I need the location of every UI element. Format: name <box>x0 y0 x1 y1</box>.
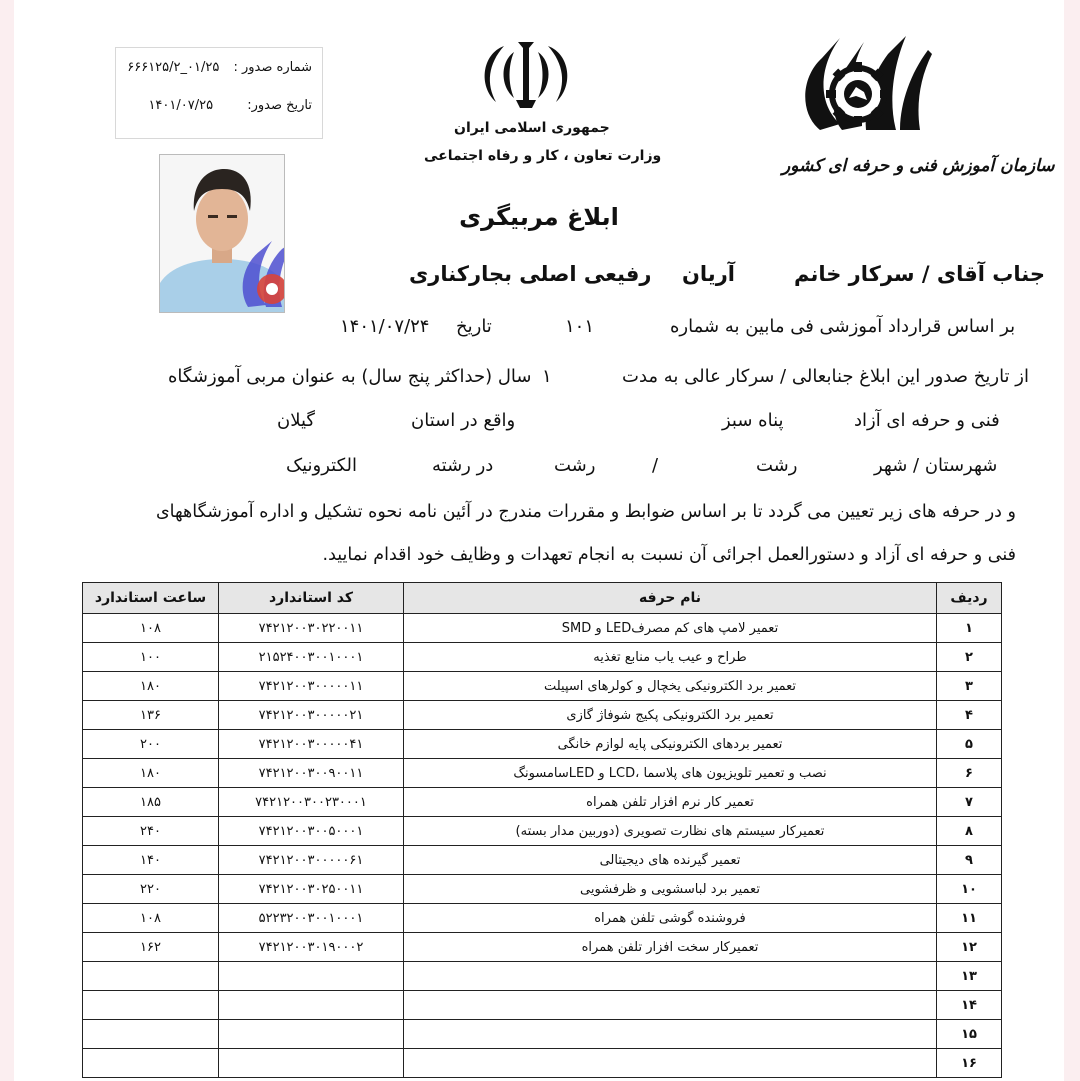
table-row <box>83 933 1002 962</box>
header-index: ردیف <box>937 583 1002 614</box>
city: رشت <box>554 455 596 476</box>
issue-number-label: شماره صدور : <box>233 60 312 75</box>
table-row <box>83 904 1002 933</box>
cell-name: طراح و عیب یاب منابع تغذیه <box>404 643 937 672</box>
cell-index: ۴ <box>937 701 1002 730</box>
field: الکترونیک <box>286 455 358 476</box>
school-name: پناه سبز <box>722 410 784 431</box>
header-code: کد استاندارد <box>219 583 404 614</box>
cell-name: تعمیر گیرنده های دیجیتالی <box>404 846 937 875</box>
cell-name: نصب و تعمیر تلویزیون های پلاسما ،LCD و LEDسامسونگ <box>404 759 937 788</box>
cell-index: ۹ <box>937 846 1002 875</box>
cell-code: ۷۴۲۱۲۰۰۳۰۲۵۰۰۱۱ <box>219 875 404 904</box>
last-name: رفیعی اصلی بجارکناری <box>409 262 652 286</box>
organization-name: سازمان آموزش فنی و حرفه ای کشور <box>782 156 1055 176</box>
cell-code <box>219 962 404 991</box>
document-title: ابلاغ مربیگری <box>459 203 619 231</box>
contract-date-label: تاریخ <box>456 316 492 337</box>
cell-index: ۱۳ <box>937 962 1002 991</box>
cell-code <box>219 1020 404 1049</box>
cell-hours: ۲۲۰ <box>83 875 219 904</box>
cell-hours: ۱۰۰ <box>83 643 219 672</box>
cell-hours <box>83 1020 219 1049</box>
table-header-row <box>83 583 1002 614</box>
trainer-photo <box>159 154 285 313</box>
table-row <box>83 759 1002 788</box>
cell-name <box>404 991 937 1020</box>
header-name: نام حرفه <box>404 583 937 614</box>
location-slash: / <box>652 455 659 476</box>
salutation: جناب آقای / سرکار خانم <box>794 262 1045 286</box>
table-row <box>83 875 1002 904</box>
cell-index: ۸ <box>937 817 1002 846</box>
cell-hours: ۱۰۸ <box>83 614 219 643</box>
cell-code: ۲۱۵۲۴۰۰۳۰۰۱۰۰۰۱ <box>219 643 404 672</box>
cell-code: ۷۴۲۱۲۰۰۳۰۰۰۰۰۲۱ <box>219 701 404 730</box>
county: رشت <box>756 455 798 476</box>
table-row <box>83 1020 1002 1049</box>
cell-hours: ۱۳۶ <box>83 701 219 730</box>
cell-hours <box>83 1049 219 1078</box>
contract-date: ۱۴۰۱/۰۷/۲۴ <box>340 316 430 337</box>
cell-hours: ۲۴۰ <box>83 817 219 846</box>
location-label: شهرستان / شهر <box>874 455 998 476</box>
cell-index: ۱۵ <box>937 1020 1002 1049</box>
term-prefix: از تاریخ صدور این ابلاغ جنابعالی / سرکار عالی به مدت <box>622 366 1029 387</box>
contract-number: ۱۰۱ <box>565 316 595 337</box>
cell-index: ۱ <box>937 614 1002 643</box>
cell-index: ۱۰ <box>937 875 1002 904</box>
cell-name: تعمیر برد الکترونیکی یخچال و کولرهای اسپیلت <box>404 672 937 701</box>
table-row <box>83 614 1002 643</box>
body-line-1: و در حرفه های زیر تعیین می گردد تا بر اساس ضوابط و مقررات مندرج در آئین نامه نحوه تشکیل و اداره آموزشگاههای <box>155 502 1016 522</box>
cell-name: تعمیر برد الکترونیکی پکیج شوفاژ گازی <box>404 701 937 730</box>
table-row <box>83 730 1002 759</box>
iran-emblem-icon <box>474 38 578 110</box>
table-row <box>83 846 1002 875</box>
cell-code <box>219 991 404 1020</box>
cell-code: ۷۴۲۱۲۰۰۳۰۱۹۰۰۰۲ <box>219 933 404 962</box>
table-row <box>83 817 1002 846</box>
first-name: آریان <box>682 262 735 286</box>
body-line-2: فنی و حرفه ای آزاد و دستورالعمل اجرائی آن نسبت به انجام تعهدات و وظایف خود اقدام نمایید. <box>322 545 1016 565</box>
cell-name: تعمیر برد لباسشویی و ظرفشویی <box>404 875 937 904</box>
header-hours: ساعت استاندارد <box>83 583 219 614</box>
province: گیلان <box>277 410 315 431</box>
cell-name <box>404 1020 937 1049</box>
contract-prefix: بر اساس قرارداد آموزشی فی مابین به شماره <box>670 316 1016 337</box>
cell-name: تعمیرکار سخت افزار تلفن همراه <box>404 933 937 962</box>
cell-index: ۷ <box>937 788 1002 817</box>
issue-date-label: تاریخ صدور: <box>247 98 312 113</box>
cell-index: ۱۱ <box>937 904 1002 933</box>
cell-index: ۶ <box>937 759 1002 788</box>
table-row <box>83 1049 1002 1078</box>
cell-code: ۷۴۲۱۲۰۰۳۰۰۰۰۰۱۱ <box>219 672 404 701</box>
cell-hours <box>83 962 219 991</box>
cell-name <box>404 962 937 991</box>
cell-code: ۷۴۲۱۲۰۰۳۰۰۰۰۰۶۱ <box>219 846 404 875</box>
table-row <box>83 788 1002 817</box>
issue-number-value: ۰۱/۲۵_۶۶۶۱۲۵/۲ <box>127 60 220 75</box>
cell-hours: ۱۸۰ <box>83 672 219 701</box>
cell-index: ۱۲ <box>937 933 1002 962</box>
cell-index: ۱۴ <box>937 991 1002 1020</box>
cell-hours <box>83 991 219 1020</box>
table-row <box>83 672 1002 701</box>
cell-index: ۳ <box>937 672 1002 701</box>
cell-index: ۲ <box>937 643 1002 672</box>
province-label: واقع در استان <box>411 410 516 431</box>
issue-info-box <box>115 47 323 139</box>
term-years: ۱ <box>542 366 552 387</box>
table-row <box>83 991 1002 1020</box>
cell-hours: ۱۸۵ <box>83 788 219 817</box>
trades-table <box>82 582 1002 1078</box>
cell-hours: ۱۸۰ <box>83 759 219 788</box>
cell-name <box>404 1049 937 1078</box>
cell-hours: ۱۴۰ <box>83 846 219 875</box>
cell-name: تعمیر لامپ های کم مصرفLED و SMD <box>404 614 937 643</box>
cell-hours: ۱۶۲ <box>83 933 219 962</box>
cell-code: ۷۴۲۱۲۰۰۳۰۰۰۰۰۴۱ <box>219 730 404 759</box>
ministry-name: وزارت تعاون ، کار و رفاه اجتماعی <box>424 148 662 164</box>
table-row <box>83 962 1002 991</box>
cell-index: ۱۶ <box>937 1049 1002 1078</box>
tvto-stamp-icon <box>242 241 285 313</box>
table-row <box>83 643 1002 672</box>
cell-index: ۵ <box>937 730 1002 759</box>
country-name: جمهوری اسلامی ایران <box>454 120 610 136</box>
cell-name: تعمیر کار نرم افزار تلفن همراه <box>404 788 937 817</box>
cell-hours: ۲۰۰ <box>83 730 219 759</box>
table-row <box>83 701 1002 730</box>
field-label: در رشته <box>432 455 494 476</box>
term-suffix: سال (حداکثر پنج سال) به عنوان مربی آموزشگاه <box>168 366 532 387</box>
cell-code <box>219 1049 404 1078</box>
cell-code: ۷۴۲۱۲۰۰۳۰۲۲۰۰۱۱ <box>219 614 404 643</box>
cell-code: ۷۴۲۱۲۰۰۳۰۰۵۰۰۰۱ <box>219 817 404 846</box>
trades-table-body <box>83 614 1002 1078</box>
issue-date-value: ۱۴۰۱/۰۷/۲۵ <box>148 98 214 113</box>
cell-name: تعمیرکار سیستم های نظارت تصویری (دوربین مدار بسته) <box>404 817 937 846</box>
cell-code: ۵۲۲۳۲۰۰۳۰۰۱۰۰۰۱ <box>219 904 404 933</box>
school-type: فنی و حرفه ای آزاد <box>854 410 1000 431</box>
cell-name: تعمیر بردهای الکترونیکی پایه لوازم خانگی <box>404 730 937 759</box>
document-page <box>14 0 1064 1081</box>
cell-name: فروشنده گوشی تلفن همراه <box>404 904 937 933</box>
cell-code: ۷۴۲۱۲۰۰۳۰۰۲۳۰۰۰۱ <box>219 788 404 817</box>
cell-hours: ۱۰۸ <box>83 904 219 933</box>
tvto-gear-logo-icon <box>800 34 934 140</box>
cell-code: ۷۴۲۱۲۰۰۳۰۰۹۰۰۱۱ <box>219 759 404 788</box>
